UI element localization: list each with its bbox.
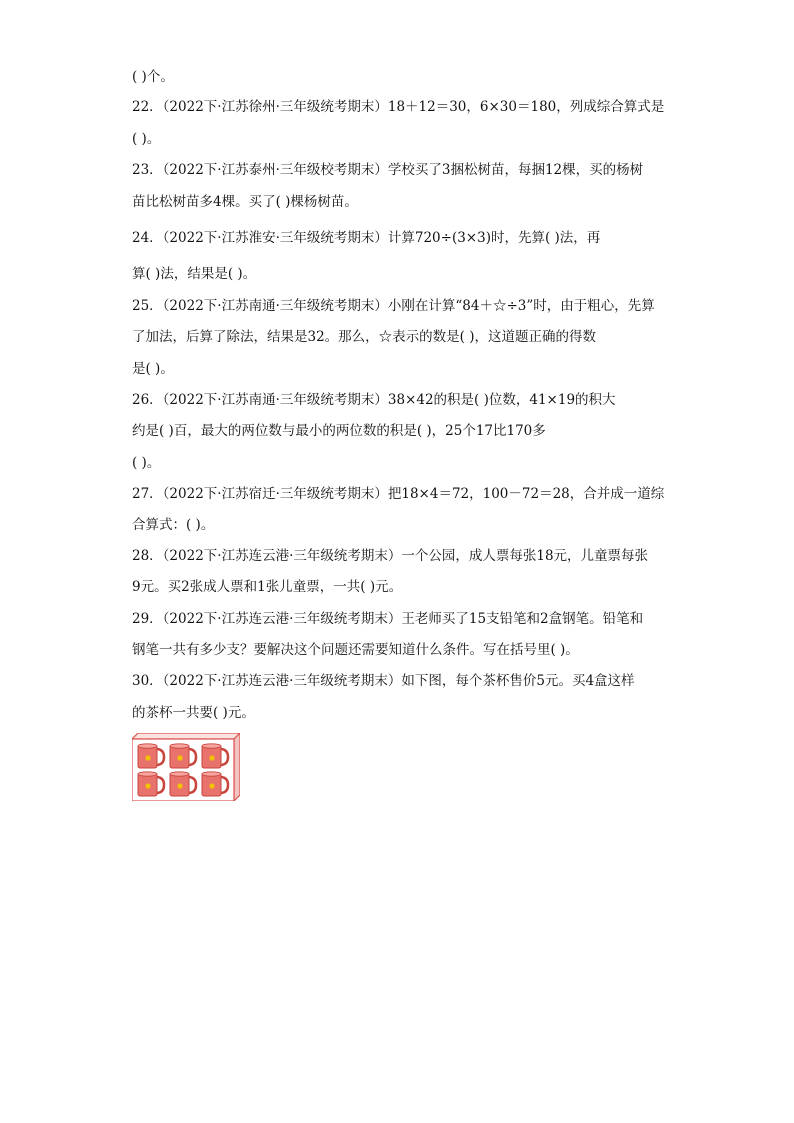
line-15: 28．（2022下·江苏连云港·三年级统考期末）一个公园，成人票每张18元，儿童票每张	[132, 548, 649, 564]
line-13: 27．（2022下·江苏宿迁·三年级统考期末）把18×4＝72，100－72＝28，合并成一道综	[132, 486, 665, 502]
line-19: 30．（2022下·江苏连云港·三年级统考期末）如下图，每个茶杯售价5元。买4盒这样	[132, 673, 635, 689]
line-0: ( )个。	[132, 69, 174, 85]
line-11: 约是( )百，最大的两位数与最小的两位数的积是( )，25个17比170多	[132, 423, 546, 439]
line-6: 算( )法，结果是( )。	[132, 266, 257, 282]
line-7: 25．（2022下·江苏南通·三年级统考期末）小刚在计算“84＋☆÷3”时，由于粗心，先算	[132, 298, 655, 314]
line-10: 26．（2022下·江苏南通·三年级统考期末）38×42的积是( )位数，41×19的积大	[132, 392, 616, 408]
line-14: 合算式：( )。	[132, 517, 215, 533]
line-20: 的茶杯一共要( )元。	[132, 705, 255, 721]
line-8: 了加法，后算了除法，结果是32。那么，☆表示的数是( )，这道题正确的得数	[132, 329, 597, 345]
line-5: 24．（2022下·江苏淮安·三年级统考期末）计算720÷(3×3)时，先算( )法，再	[132, 230, 601, 246]
line-3: 23．（2022下·江苏泰州·三年级校考期末）学校买了3捆松树苗，每捆12棵，买的杨树	[132, 162, 644, 178]
line-9: 是( )。	[132, 361, 174, 377]
line-2: ( )。	[132, 131, 161, 147]
line-17: 29．（2022下·江苏连云港·三年级统考期末）王老师买了15支铅笔和2盒钢笔。铅笔和	[132, 611, 644, 627]
line-16: 9元。买2张成人票和1张儿童票，一共( )元。	[132, 579, 403, 595]
line-12: ( )。	[132, 455, 161, 471]
teacup-box-image	[132, 733, 240, 801]
line-4: 苗比松树苗多4棵。买了( )棵杨树苗。	[132, 194, 358, 210]
teacup-box-illustration	[132, 733, 240, 801]
line-18: 钢笔一共有多少支？要解决这个问题还需要知道什么条件。写在括号里( )。	[132, 642, 579, 658]
line-1: 22．（2022下·江苏徐州·三年级统考期末）18＋12＝30，6×30＝180，列成综合算式是	[132, 99, 665, 115]
